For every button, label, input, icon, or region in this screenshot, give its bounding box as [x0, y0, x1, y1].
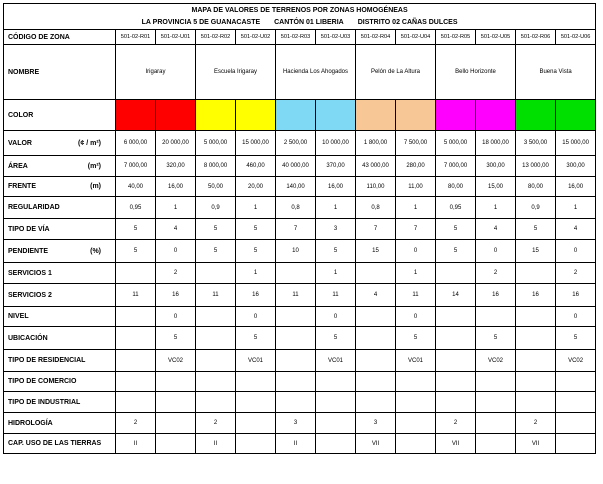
- value-cell: 1: [156, 197, 196, 219]
- color-row: [4, 100, 596, 131]
- value-cell: 3: [356, 413, 396, 434]
- value-cell: 7: [276, 219, 316, 240]
- value-cell: [196, 350, 236, 372]
- value-cell: 2: [436, 413, 476, 434]
- row-label-area: [4, 156, 116, 177]
- value-cell: [356, 307, 396, 327]
- value-cell: 16,00: [316, 177, 356, 197]
- row-label-pendiente: [4, 240, 116, 263]
- value-cell: 0: [476, 240, 516, 263]
- zone-name-cell: Escuela Irigaray: [196, 45, 276, 100]
- value-cell: [316, 392, 356, 413]
- zone-code-cell: 501-02-R03: [276, 30, 316, 45]
- value-cell: 18 000,00: [476, 131, 516, 156]
- value-cell: 1: [236, 197, 276, 219]
- value-cell: [156, 413, 196, 434]
- value-cell: [316, 372, 356, 392]
- zone-code-cell: 501-02-R05: [436, 30, 476, 45]
- value-cell: [276, 327, 316, 350]
- value-cell: 2: [196, 413, 236, 434]
- value-cell: [156, 372, 196, 392]
- value-cell: 5: [516, 219, 556, 240]
- row-label-hidrologia: HIDROLOGÍA: [4, 413, 116, 434]
- value-cell: 1 800,00: [356, 131, 396, 156]
- value-cell: 15 000,00: [236, 131, 276, 156]
- zone-color-swatch: [196, 100, 236, 131]
- row-label-text: VALOR: [8, 139, 32, 147]
- value-cell: 5: [316, 327, 356, 350]
- row-label-cap-uso: CAP. USO DE LAS TIERRAS: [4, 434, 116, 454]
- value-cell: [236, 392, 276, 413]
- value-cell: 11,00: [396, 177, 436, 197]
- value-cell: 7: [356, 219, 396, 240]
- row-unit-text: (¢ / m²): [78, 139, 101, 147]
- value-cell: 5: [436, 240, 476, 263]
- value-cell: 11: [316, 284, 356, 307]
- value-cell: 20,00: [236, 177, 276, 197]
- value-cell: 5: [436, 219, 476, 240]
- value-cell: 2 500,00: [276, 131, 316, 156]
- value-cell: [116, 263, 156, 284]
- value-cell: 0,95: [116, 197, 156, 219]
- value-cell: 5: [196, 219, 236, 240]
- value-cell: 0: [156, 307, 196, 327]
- zone-name-cell: Bello Horizonte: [436, 45, 516, 100]
- value-cell: 3 500,00: [516, 131, 556, 156]
- zone-code-cell: 501-02-R01: [116, 30, 156, 45]
- zone-color-swatch: [476, 100, 516, 131]
- zone-color-swatch: [276, 100, 316, 131]
- value-cell: [436, 350, 476, 372]
- row-area: [4, 156, 596, 177]
- value-cell: [316, 434, 356, 454]
- row-servicios1: [4, 263, 596, 284]
- zone-code-cell: 501-02-R02: [196, 30, 236, 45]
- row-label-tipo-residencial: TIPO DE RESIDENCIAL: [4, 350, 116, 372]
- zone-color-swatch: [156, 100, 196, 131]
- zone-code-cell: 501-02-U04: [396, 30, 436, 45]
- table-subtitle: [4, 17, 596, 30]
- value-cell: [236, 372, 276, 392]
- value-cell: 5: [476, 327, 516, 350]
- row-unit-text: (m): [90, 183, 101, 190]
- value-cell: [516, 327, 556, 350]
- value-cell: [116, 350, 156, 372]
- zone-color-swatch: [516, 100, 556, 131]
- row-tipo-industrial: [4, 392, 596, 413]
- row-tipo-residencial: [4, 350, 596, 372]
- value-cell: 4: [156, 219, 196, 240]
- value-cell: VII: [436, 434, 476, 454]
- title-row: [4, 4, 596, 17]
- zone-name-cell: Hacienda Los Ahogados: [276, 45, 356, 100]
- zone-color-swatch: [436, 100, 476, 131]
- row-servicios2: [4, 284, 596, 307]
- value-cell: 0: [236, 307, 276, 327]
- row-label-nivel: NIVEL: [4, 307, 116, 327]
- value-cell: 5: [556, 327, 596, 350]
- value-cell: [516, 392, 556, 413]
- value-cell: [396, 372, 436, 392]
- value-cell: [556, 392, 596, 413]
- value-cell: 15: [516, 240, 556, 263]
- value-cell: 15: [356, 240, 396, 263]
- value-cell: 8 000,00: [196, 156, 236, 177]
- value-cell: 10 000,00: [316, 131, 356, 156]
- row-label-text: ÁREA: [8, 162, 28, 170]
- value-cell: 2: [516, 413, 556, 434]
- value-cell: 1: [396, 263, 436, 284]
- value-cell: 5: [236, 327, 276, 350]
- value-cell: 7: [396, 219, 436, 240]
- value-cell: 300,00: [476, 156, 516, 177]
- value-cell: 5: [196, 240, 236, 263]
- value-cell: 0,9: [516, 197, 556, 219]
- row-label-servicios1: SERVICIOS 1: [4, 263, 116, 284]
- row-label-ubicacion: UBICACIÓN: [4, 327, 116, 350]
- value-cell: [476, 413, 516, 434]
- value-cell: 0,8: [356, 197, 396, 219]
- value-cell: [356, 327, 396, 350]
- value-cell: VC02: [556, 350, 596, 372]
- zone-value-table: [3, 3, 596, 454]
- zone-code-header: CÓDIGO DE ZONA: [4, 30, 116, 45]
- value-cell: [196, 327, 236, 350]
- value-cell: 16,00: [156, 177, 196, 197]
- value-cell: 7 500,00: [396, 131, 436, 156]
- value-cell: 0: [156, 240, 196, 263]
- row-label-servicios2: SERVICIOS 2: [4, 284, 116, 307]
- value-cell: [196, 392, 236, 413]
- value-cell: [276, 392, 316, 413]
- value-cell: 3: [276, 413, 316, 434]
- zone-color-swatch: [316, 100, 356, 131]
- row-regularidad: [4, 197, 596, 219]
- value-cell: 16: [236, 284, 276, 307]
- value-cell: 300,00: [556, 156, 596, 177]
- value-cell: [116, 327, 156, 350]
- value-cell: [276, 350, 316, 372]
- value-cell: 5: [116, 240, 156, 263]
- value-cell: 140,00: [276, 177, 316, 197]
- zone-code-cell: 501-02-R04: [356, 30, 396, 45]
- value-cell: 16: [156, 284, 196, 307]
- value-cell: 13 000,00: [516, 156, 556, 177]
- row-tipo-comercio: [4, 372, 596, 392]
- value-cell: [476, 434, 516, 454]
- value-cell: [476, 392, 516, 413]
- row-label-text: PENDIENTE: [8, 247, 49, 255]
- value-cell: [236, 413, 276, 434]
- value-cell: 43 000,00: [356, 156, 396, 177]
- value-cell: 10: [276, 240, 316, 263]
- value-cell: 4: [476, 219, 516, 240]
- value-cell: 5: [116, 219, 156, 240]
- value-cell: 1: [316, 197, 356, 219]
- value-cell: 80,00: [516, 177, 556, 197]
- value-cell: 5: [156, 327, 196, 350]
- value-cell: [156, 434, 196, 454]
- value-cell: [316, 413, 356, 434]
- value-cell: II: [116, 434, 156, 454]
- zone-color-swatch: [556, 100, 596, 131]
- value-cell: 5 000,00: [436, 131, 476, 156]
- row-frente: [4, 177, 596, 197]
- value-cell: [116, 372, 156, 392]
- province-label: LA PROVINCIA 5 DE GUANACASTE: [141, 19, 261, 27]
- value-cell: 370,00: [316, 156, 356, 177]
- value-cell: [516, 307, 556, 327]
- value-cell: 15,00: [476, 177, 516, 197]
- value-cell: 40,00: [116, 177, 156, 197]
- value-cell: 5 000,00: [196, 131, 236, 156]
- zone-color-swatch: [236, 100, 276, 131]
- value-cell: [236, 434, 276, 454]
- row-nivel: [4, 307, 596, 327]
- value-cell: [396, 434, 436, 454]
- row-tipo-via: [4, 219, 596, 240]
- value-cell: 20 000,00: [156, 131, 196, 156]
- value-cell: 7 000,00: [116, 156, 156, 177]
- value-cell: 0: [556, 307, 596, 327]
- value-cell: [116, 307, 156, 327]
- row-ubicacion: [4, 327, 596, 350]
- row-hidrologia: [4, 413, 596, 434]
- value-cell: 5: [236, 219, 276, 240]
- value-cell: [276, 372, 316, 392]
- zone-name-cell: Pelón de La Altura: [356, 45, 436, 100]
- value-cell: 0: [316, 307, 356, 327]
- value-cell: [556, 372, 596, 392]
- value-cell: [516, 372, 556, 392]
- zone-color-swatch: [396, 100, 436, 131]
- row-label-tipo-comercio: TIPO DE COMERCIO: [4, 372, 116, 392]
- row-valor: [4, 131, 596, 156]
- value-cell: 320,00: [156, 156, 196, 177]
- value-cell: [516, 350, 556, 372]
- value-cell: [436, 392, 476, 413]
- row-label-tipo-industrial: TIPO DE INDUSTRIAL: [4, 392, 116, 413]
- value-cell: 1: [236, 263, 276, 284]
- value-cell: 5: [396, 327, 436, 350]
- value-cell: 15 000,00: [556, 131, 596, 156]
- value-cell: [356, 263, 396, 284]
- value-cell: VC02: [476, 350, 516, 372]
- value-cell: 80,00: [436, 177, 476, 197]
- value-cell: [356, 350, 396, 372]
- value-cell: 11: [396, 284, 436, 307]
- value-cell: VC01: [396, 350, 436, 372]
- value-cell: 280,00: [396, 156, 436, 177]
- value-cell: 11: [196, 284, 236, 307]
- value-cell: 460,00: [236, 156, 276, 177]
- value-cell: [116, 392, 156, 413]
- canton-label: CANTÓN 01 LIBERIA: [274, 19, 344, 27]
- value-cell: 5: [236, 240, 276, 263]
- value-cell: 2: [556, 263, 596, 284]
- name-row: [4, 45, 596, 100]
- value-cell: [196, 263, 236, 284]
- value-cell: [196, 372, 236, 392]
- value-cell: 16: [516, 284, 556, 307]
- value-cell: 14: [436, 284, 476, 307]
- value-cell: 1: [556, 197, 596, 219]
- row-label-color: COLOR: [4, 100, 116, 131]
- value-cell: [436, 327, 476, 350]
- zone-code-cell: 501-02-U01: [156, 30, 196, 45]
- value-cell: 0,9: [196, 197, 236, 219]
- value-cell: 16: [556, 284, 596, 307]
- value-cell: [276, 263, 316, 284]
- value-cell: [436, 372, 476, 392]
- value-cell: 50,00: [196, 177, 236, 197]
- value-cell: [516, 263, 556, 284]
- row-label-valor: [4, 131, 116, 156]
- value-cell: 1: [316, 263, 356, 284]
- value-cell: II: [196, 434, 236, 454]
- value-cell: 2: [116, 413, 156, 434]
- value-cell: 6 000,00: [116, 131, 156, 156]
- zone-code-cell: 501-02-U05: [476, 30, 516, 45]
- row-unit-text: (m²): [87, 162, 101, 170]
- value-cell: 0: [556, 240, 596, 263]
- value-cell: VC01: [236, 350, 276, 372]
- row-cap-uso: [4, 434, 596, 454]
- value-cell: 1: [396, 197, 436, 219]
- value-cell: VC02: [156, 350, 196, 372]
- value-cell: 0: [396, 240, 436, 263]
- row-label-tipo-via: TIPO DE VÍA: [4, 219, 116, 240]
- value-cell: [156, 392, 196, 413]
- value-cell: [356, 372, 396, 392]
- value-cell: 0,8: [276, 197, 316, 219]
- value-cell: [196, 307, 236, 327]
- value-cell: [356, 392, 396, 413]
- value-cell: II: [276, 434, 316, 454]
- table-title: MAPA DE VALORES DE TERRENOS POR ZONAS HOMOGÉNEAS: [4, 4, 596, 17]
- row-label-nombre: NOMBRE: [4, 45, 116, 100]
- value-cell: [476, 372, 516, 392]
- value-cell: VII: [356, 434, 396, 454]
- value-cell: [436, 307, 476, 327]
- value-cell: [556, 413, 596, 434]
- valuation-table-sheet: [3, 3, 596, 454]
- zone-code-row: [4, 30, 596, 45]
- value-cell: 40 000,00: [276, 156, 316, 177]
- value-cell: 4: [356, 284, 396, 307]
- value-cell: [396, 392, 436, 413]
- value-cell: [556, 434, 596, 454]
- row-label-regularidad: REGULARIDAD: [4, 197, 116, 219]
- zone-name-cell: Buena Vista: [516, 45, 596, 100]
- row-pendiente: [4, 240, 596, 263]
- zone-code-cell: 501-02-U06: [556, 30, 596, 45]
- value-cell: [396, 413, 436, 434]
- zone-code-cell: 501-02-U02: [236, 30, 276, 45]
- value-cell: 0,95: [436, 197, 476, 219]
- value-cell: [476, 307, 516, 327]
- district-label: DISTRITO 02 CAÑAS DULCES: [357, 19, 458, 27]
- zone-code-cell: 501-02-U03: [316, 30, 356, 45]
- row-label-text: FRENTE: [8, 183, 36, 190]
- zone-code-cell: 501-02-R06: [516, 30, 556, 45]
- zone-color-swatch: [356, 100, 396, 131]
- value-cell: [436, 263, 476, 284]
- value-cell: 2: [156, 263, 196, 284]
- row-label-frente: [4, 177, 116, 197]
- value-cell: 110,00: [356, 177, 396, 197]
- zone-name-cell: Irigaray: [116, 45, 196, 100]
- value-cell: 16: [476, 284, 516, 307]
- subtitle-row: [4, 17, 596, 30]
- value-cell: 11: [116, 284, 156, 307]
- value-cell: 16,00: [556, 177, 596, 197]
- row-unit-text: (%): [90, 247, 101, 255]
- zone-color-swatch: [116, 100, 156, 131]
- value-cell: VC01: [316, 350, 356, 372]
- value-cell: 11: [276, 284, 316, 307]
- value-cell: [276, 307, 316, 327]
- value-cell: 7 000,00: [436, 156, 476, 177]
- value-cell: 4: [556, 219, 596, 240]
- value-cell: 5: [316, 240, 356, 263]
- value-cell: 3: [316, 219, 356, 240]
- value-cell: 2: [476, 263, 516, 284]
- value-cell: VII: [516, 434, 556, 454]
- value-cell: 1: [476, 197, 516, 219]
- value-cell: 0: [396, 307, 436, 327]
